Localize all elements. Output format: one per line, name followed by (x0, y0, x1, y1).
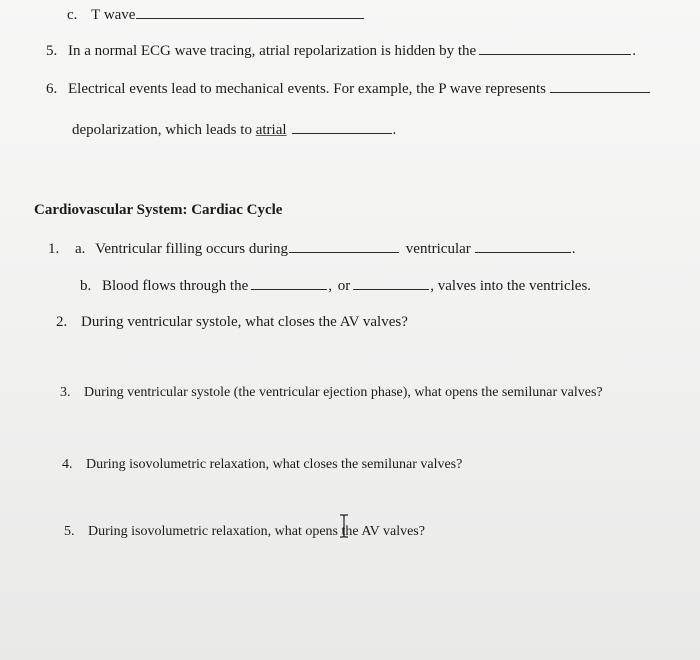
ecg-item-c-label: c. (67, 7, 78, 23)
ecg-item-c-text: T wave (91, 7, 136, 23)
cycle-question-3-number: 3. (60, 385, 71, 400)
cycle-question-1a-blank-1[interactable] (289, 238, 399, 253)
cycle-question-5-number: 5. (64, 524, 75, 539)
ecg-question-6-text-line1: Electrical events lead to mechanical events. For example, the P wave represents (68, 81, 547, 97)
cycle-question-3-text: During ventricular systole (the ventricular ejection phase), what opens the semilunar valves? (84, 385, 603, 400)
cycle-question-2-text: During ventricular systole, what closes the AV valves? (81, 314, 408, 330)
cycle-question-5 (64, 522, 425, 542)
cycle-question-1b-text: Blood flows through the (102, 278, 249, 294)
ecg-question-6-line2 (72, 119, 396, 140)
cycle-question-2 (56, 312, 408, 332)
cycle-question-3 (60, 383, 603, 403)
cycle-question-1-number: 1. (48, 241, 60, 257)
cycle-question-1b-blank-2[interactable] (353, 275, 429, 290)
ecg-question-5-blank[interactable] (479, 40, 631, 55)
cycle-question-1a (48, 238, 576, 259)
ecg-item-c-blank[interactable] (136, 4, 364, 19)
cycle-question-1a-label: a. (75, 241, 86, 257)
ecg-question-5 (46, 40, 636, 61)
text-cursor-icon (339, 514, 349, 538)
cycle-question-2-number: 2. (56, 314, 68, 330)
cycle-question-1a-text: Ventricular filling occurs during (95, 241, 289, 257)
cycle-question-1b-end: , valves into the ventricles. (430, 278, 592, 294)
cycle-question-5-text: During isovolumetric relaxation, what opens the AV valves? (88, 524, 425, 539)
ecg-question-5-end: . (632, 43, 636, 59)
ecg-question-6-line1 (46, 78, 651, 99)
cycle-question-1a-blank-2[interactable] (475, 238, 571, 253)
cycle-question-1b-comma: , (328, 278, 332, 294)
section-heading: Cardiovascular System: Cardiac Cycle (34, 202, 283, 218)
ecg-question-6-blank-2[interactable] (292, 119, 392, 134)
ecg-question-5-number: 5. (46, 43, 58, 59)
ecg-question-6-blank-1[interactable] (550, 78, 650, 93)
ecg-question-6-text-line2: depolarization, which leads to (72, 122, 252, 138)
ecg-question-6-number: 6. (46, 81, 58, 97)
ecg-question-5-text: In a normal ECG wave tracing, atrial repolarization is hidden by the (68, 43, 477, 59)
cycle-question-4 (62, 455, 462, 475)
ecg-question-6-atrial: atrial (255, 122, 287, 138)
cycle-question-1b-label: b. (80, 278, 92, 294)
cycle-question-1b-blank-1[interactable] (251, 275, 327, 290)
cycle-question-1a-mid: ventricular (405, 241, 471, 257)
cycle-question-4-number: 4. (62, 457, 73, 472)
cycle-question-1a-end: . (571, 241, 576, 257)
ecg-item-c (67, 4, 365, 25)
ecg-question-6-end: . (392, 122, 397, 138)
cycle-question-1b-or: or (337, 278, 351, 294)
cycle-question-1b (80, 275, 591, 296)
cycle-question-4-text: During isovolumetric relaxation, what closes the semilunar valves? (86, 457, 463, 472)
